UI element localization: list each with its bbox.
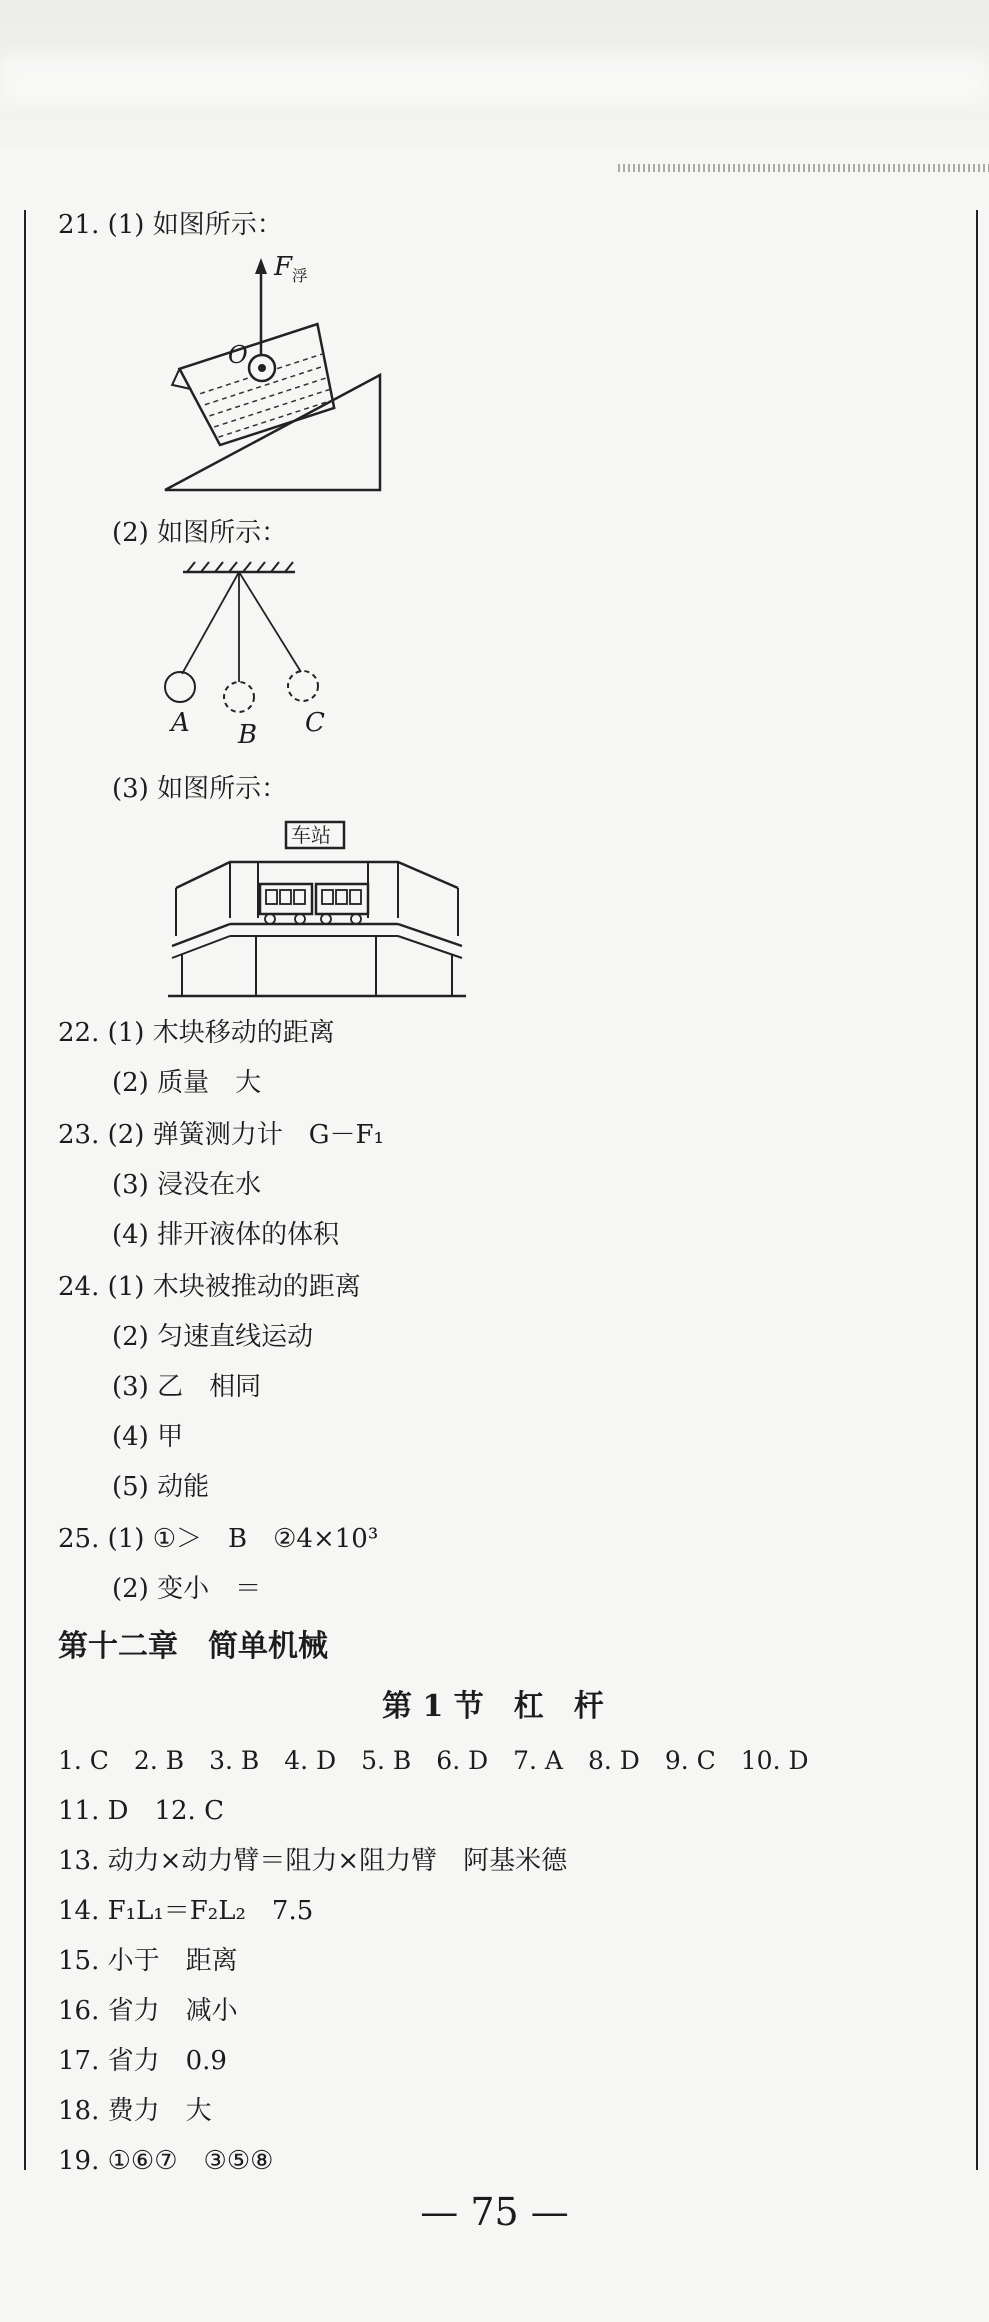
answer-23-3: (3) 浸没在水 [112,1170,262,1200]
answer-24-4: (4) 甲 [112,1422,184,1452]
answer-25-2: (2) 变小 ＝ [112,1574,262,1604]
answer-23-2: 23. (2) 弹簧测力计 G－F₁ [58,1120,384,1150]
answer-21-2: (2) 如图所示： [112,518,288,548]
answer-25-1: 25. (1) ①＞ B ②4×10³ [58,1524,379,1554]
chapter-title: 第十二章 简单机械 [58,1629,328,1664]
left-margin-line [24,210,26,2170]
answer-15: 15. 小于 距离 [58,1946,238,1976]
answer-16: 16. 省力 减小 [58,1996,238,2026]
answer-14: 14. F₁L₁＝F₂L₂ 7.5 [58,1896,314,1926]
pivot-label: O [228,341,248,369]
answer-18: 18. 费力 大 [58,2096,212,2126]
station-sign: 车站 [291,823,331,847]
header-decoration [618,164,989,172]
label-a: A [171,708,190,738]
answer-24-1: 24. (1) 木块被推动的距离 [58,1272,361,1302]
answer-19: 19. ①⑥⑦ ③⑤⑧ [58,2146,274,2176]
label-b: B [238,720,258,750]
right-margin-line [976,210,978,2170]
label-c: C [305,708,325,738]
answer-22-1: 22. (1) 木块移动的距离 [58,1018,335,1048]
force-label: $F_浮$ [274,252,308,286]
answer-17: 17. 省力 0.9 [58,2046,227,2076]
answer-13: 13. 动力×动力臂＝阻力×阻力臂 阿基米德 [58,1846,568,1876]
answer-24-2: (2) 匀速直线运动 [112,1322,314,1352]
answer-22-2: (2) 质量 大 [112,1068,262,1098]
answer-23-4: (4) 排开液体的体积 [112,1220,340,1250]
section-title: 第 1 节 杠 杆 [382,1689,604,1724]
answer-24-3: (3) 乙 相同 [112,1372,262,1402]
answer-21-3: (3) 如图所示： [112,774,288,804]
answers-1-10: 1. C 2. B 3. B 4. D 5. B 6. D 7. A 8. D 9. C 10. D [58,1746,809,1775]
figure-buoyancy-container [150,250,390,500]
answer-24-5: (5) 动能 [112,1472,210,1502]
answer-21-1: 21. (1) 如图所示： [58,210,283,240]
page-number: — 75 — [420,2190,569,2234]
answers-11-12: 11. D 12. C [58,1796,224,1826]
top-shadow-band [0,0,989,150]
